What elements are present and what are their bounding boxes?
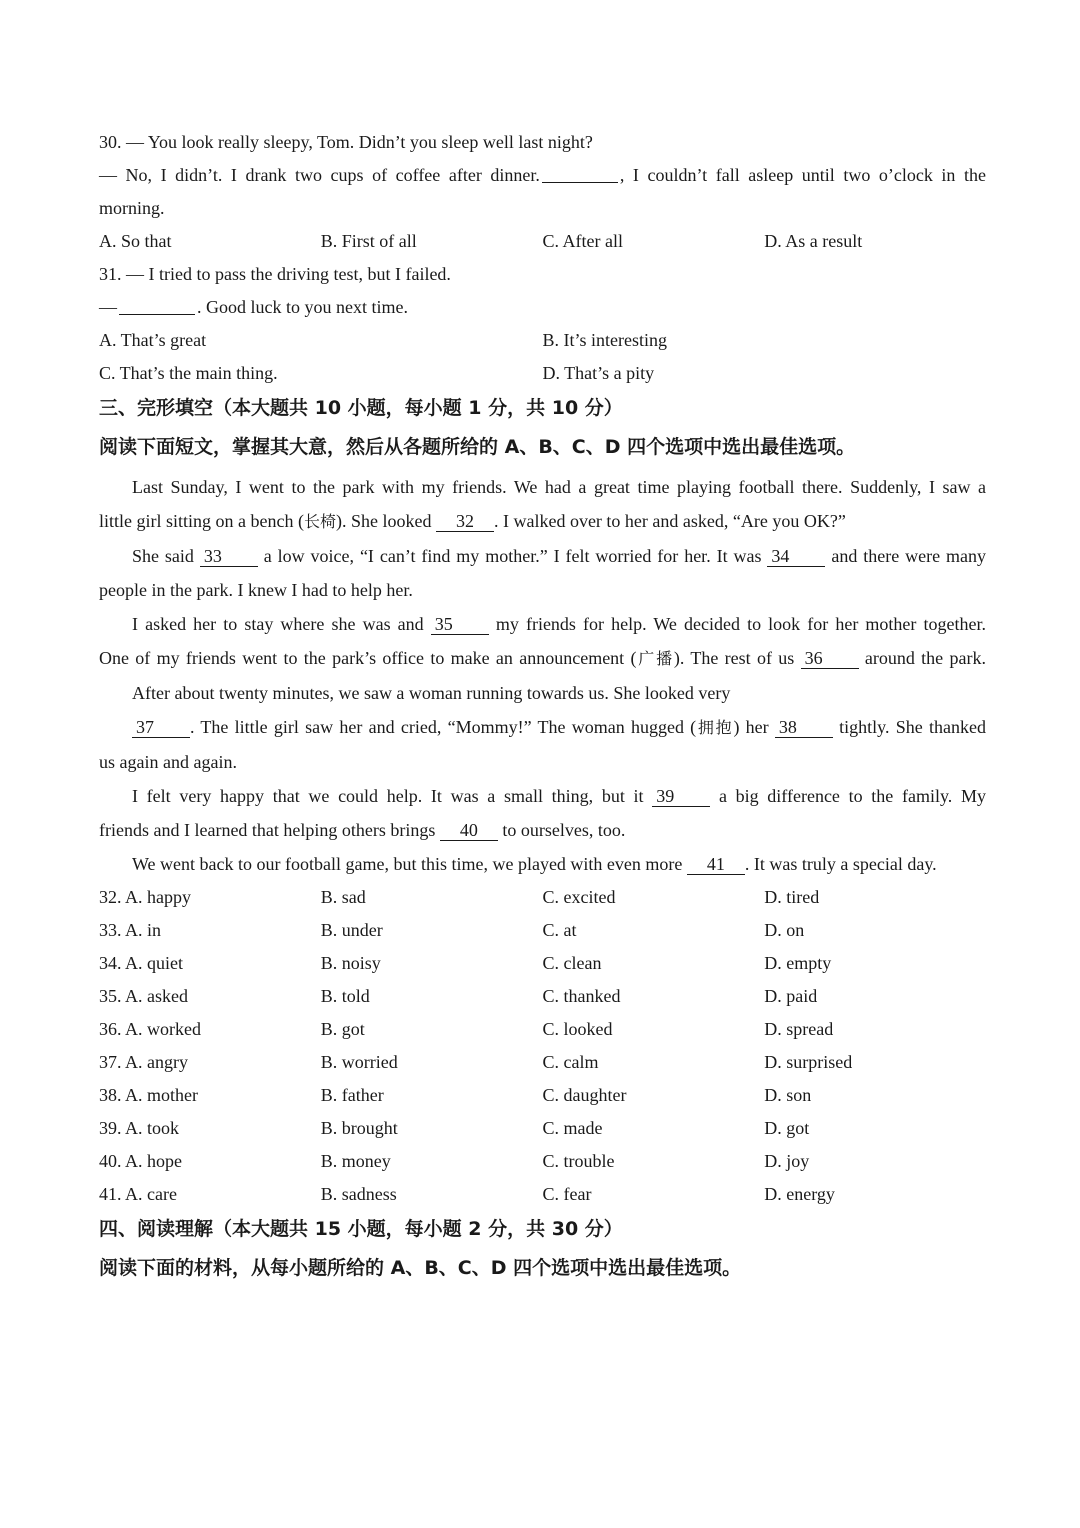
choice-d: D. energy xyxy=(764,1184,835,1204)
passage-p1-line2 xyxy=(99,504,986,539)
choice-row-41 xyxy=(99,1178,986,1211)
choice-a: 34. A. quiet xyxy=(99,953,183,973)
choice-b: B. money xyxy=(320,1151,391,1171)
choice-b: B. got xyxy=(320,1019,365,1039)
blank-41: 41 xyxy=(687,855,745,875)
passage-p3-line1 xyxy=(99,607,986,641)
choice-b: B. sadness xyxy=(320,1184,397,1204)
section3-title: 三、完形填空（本大题共 10 小题，每小题 1 分，共 10 分） xyxy=(99,397,623,419)
choice-b: B. brought xyxy=(320,1118,398,1138)
choice-row-33 xyxy=(99,914,986,947)
choice-c: C. excited xyxy=(542,887,616,907)
q31-blank xyxy=(119,296,195,315)
text-span: friends and I learned that helping others brings xyxy=(99,820,440,840)
choice-row-37 xyxy=(99,1046,986,1079)
text-span: ). She looked xyxy=(335,511,436,531)
choice-row-32 xyxy=(99,881,986,914)
blank-40: 40 xyxy=(440,821,498,841)
page-content xyxy=(99,126,986,1291)
choice-d: D. empty xyxy=(764,953,832,973)
q30-option-d: D. As a result xyxy=(764,231,863,251)
choice-a: 36. A. worked xyxy=(99,1019,201,1039)
choice-a: 39. A. took xyxy=(99,1118,180,1138)
choice-row-34 xyxy=(99,947,986,980)
choice-d: D. on xyxy=(764,920,805,940)
passage-p5-line1 xyxy=(99,779,986,813)
text-span: One of my friends went to the park’s office to make an announcement ( xyxy=(99,648,637,668)
choice-c: C. fear xyxy=(542,1184,592,1204)
choice-d: D. spread xyxy=(764,1019,834,1039)
q30-question: 30. — You look really sleepy, Tom. Didn’t you sleep well last night? xyxy=(99,132,593,152)
passage-p2-line2: people in the park. I knew I had to help her. xyxy=(99,580,413,600)
choice-d: D. tired xyxy=(764,887,820,907)
q30-answer-start: — No, I didn’t. I drank two cups of coffee after dinner. xyxy=(99,165,540,185)
q30-answer-end: , I couldn’t fall asleep until two o’clock in the xyxy=(619,165,986,185)
q31-option-a: A. That’s great xyxy=(99,330,207,350)
text-span: We went back to our football game, but this time, we played with even more xyxy=(132,854,687,874)
choice-c: C. trouble xyxy=(542,1151,615,1171)
q31-option-b: B. It’s interesting xyxy=(542,330,667,350)
text-span: She said xyxy=(132,546,200,566)
q30-answer-line xyxy=(99,159,986,192)
q31-answer-start: — xyxy=(99,297,117,317)
choice-c: C. at xyxy=(542,920,577,940)
blank-38: 38 xyxy=(775,718,833,738)
passage-p4-line3: us again and again. xyxy=(99,752,237,772)
q31-answer-end: . Good luck to you next time. xyxy=(197,297,408,317)
choice-d: D. paid xyxy=(764,986,818,1006)
text-span: ). The rest of us xyxy=(673,648,801,668)
passage-p4-line1: After about twenty minutes, we saw a woman running towards us. She looked very xyxy=(132,683,731,703)
choice-row-39 xyxy=(99,1112,986,1145)
q31-option-d: D. That’s a pity xyxy=(542,363,655,383)
section4-title: 四、阅读理解（本大题共 15 小题，每小题 2 分，共 30 分） xyxy=(99,1218,623,1240)
q31-options-row1 xyxy=(99,324,986,357)
q30-answer-continued: morning. xyxy=(99,198,165,218)
q31-question: 31. — I tried to pass the driving test, but I failed. xyxy=(99,264,451,284)
choice-a: 35. A. asked xyxy=(99,986,188,1006)
blank-34: 34 xyxy=(767,547,825,567)
q30-option-b: B. First of all xyxy=(320,231,417,251)
q31-options-row2 xyxy=(99,357,986,390)
section4-instruction: 阅读下面的材料，从每小题所给的 A、B、C、D 四个选项中选出最佳选项。 xyxy=(99,1257,742,1279)
text-span: . It was truly a special day. xyxy=(744,854,937,874)
text-span: . The little girl saw her and cried, “Mommy!” The woman hugged ( xyxy=(190,717,697,737)
text-span: around the park. xyxy=(858,648,986,668)
choice-a: 41. A. care xyxy=(99,1184,177,1204)
choice-d: D. joy xyxy=(764,1151,810,1171)
text-span: a low voice, “I can’t find my mother.” I felt worried for her. It was xyxy=(257,546,768,566)
choice-row-35 xyxy=(99,980,986,1013)
blank-36: 36 xyxy=(801,649,859,669)
passage-p3-line2 xyxy=(99,641,986,676)
choice-table xyxy=(99,881,986,1211)
passage-p5-line2 xyxy=(99,813,986,847)
choice-b: B. sad xyxy=(320,887,366,907)
choice-c: C. clean xyxy=(542,953,602,973)
choice-row-36 xyxy=(99,1013,986,1046)
choice-a: 33. A. in xyxy=(99,920,162,940)
choice-c: C. made xyxy=(542,1118,603,1138)
text-span: my friends for help. We decided to look for her mother together. xyxy=(488,614,986,634)
passage-p6-line1 xyxy=(99,847,986,881)
passage-p4-line2 xyxy=(99,710,986,745)
q30-options xyxy=(99,225,986,258)
choice-a: 38. A. mother xyxy=(99,1085,198,1105)
choice-a: 32. A. happy xyxy=(99,887,191,907)
chinese-gloss: 长椅 xyxy=(303,512,336,531)
q31-option-c: C. That’s the main thing. xyxy=(99,363,278,383)
text-span: a big difference to the family. My xyxy=(710,786,986,806)
passage xyxy=(99,470,986,881)
blank-39: 39 xyxy=(652,787,710,807)
q30-blank xyxy=(542,164,618,183)
section3-instruction: 阅读下面短文，掌握其大意，然后从各题所给的 A、B、C、D 四个选项中选出最佳选项。 xyxy=(99,436,856,458)
choice-c: C. looked xyxy=(542,1019,613,1039)
text-span: ) her xyxy=(733,717,775,737)
q31-answer-line xyxy=(99,291,986,324)
choice-b: B. worried xyxy=(320,1052,398,1072)
blank-33: 33 xyxy=(200,547,258,567)
choice-c: C. thanked xyxy=(542,986,621,1006)
text-span: little girl sitting on a bench ( xyxy=(99,511,304,531)
blank-37: 37 xyxy=(132,718,190,738)
chinese-gloss: 拥抱 xyxy=(696,718,734,737)
text-span: to ourselves, too. xyxy=(497,820,626,840)
choice-b: B. noisy xyxy=(320,953,381,973)
choice-a: 37. A. angry xyxy=(99,1052,188,1072)
choice-d: D. surprised xyxy=(764,1052,853,1072)
choice-d: D. got xyxy=(764,1118,810,1138)
choice-d: D. son xyxy=(764,1085,812,1105)
text-span: tightly. She thanked xyxy=(832,717,986,737)
q30-option-c: C. After all xyxy=(542,231,623,251)
text-span: and there were many xyxy=(825,546,986,566)
chinese-gloss: 广播 xyxy=(636,649,674,668)
passage-p1-line1: Last Sunday, I went to the park with my friends. We had a great time playing football there. Suddenly, I saw a xyxy=(132,477,986,497)
q30-option-a: A. So that xyxy=(99,231,172,251)
text-span: . I walked over to her and asked, “Are you OK?” xyxy=(493,511,846,531)
choice-c: C. daughter xyxy=(542,1085,627,1105)
text-span: I felt very happy that we could help. It was a small thing, but it xyxy=(132,786,653,806)
choice-b: B. father xyxy=(320,1085,384,1105)
choice-row-38 xyxy=(99,1079,986,1112)
choice-row-40 xyxy=(99,1145,986,1178)
choice-a: 40. A. hope xyxy=(99,1151,182,1171)
choice-c: C. calm xyxy=(542,1052,599,1072)
blank-32: 32 xyxy=(436,512,494,532)
passage-p2-line1 xyxy=(99,539,986,573)
blank-35: 35 xyxy=(431,615,489,635)
choice-b: B. told xyxy=(320,986,370,1006)
choice-b: B. under xyxy=(320,920,383,940)
text-span: I asked her to stay where she was and xyxy=(132,614,431,634)
